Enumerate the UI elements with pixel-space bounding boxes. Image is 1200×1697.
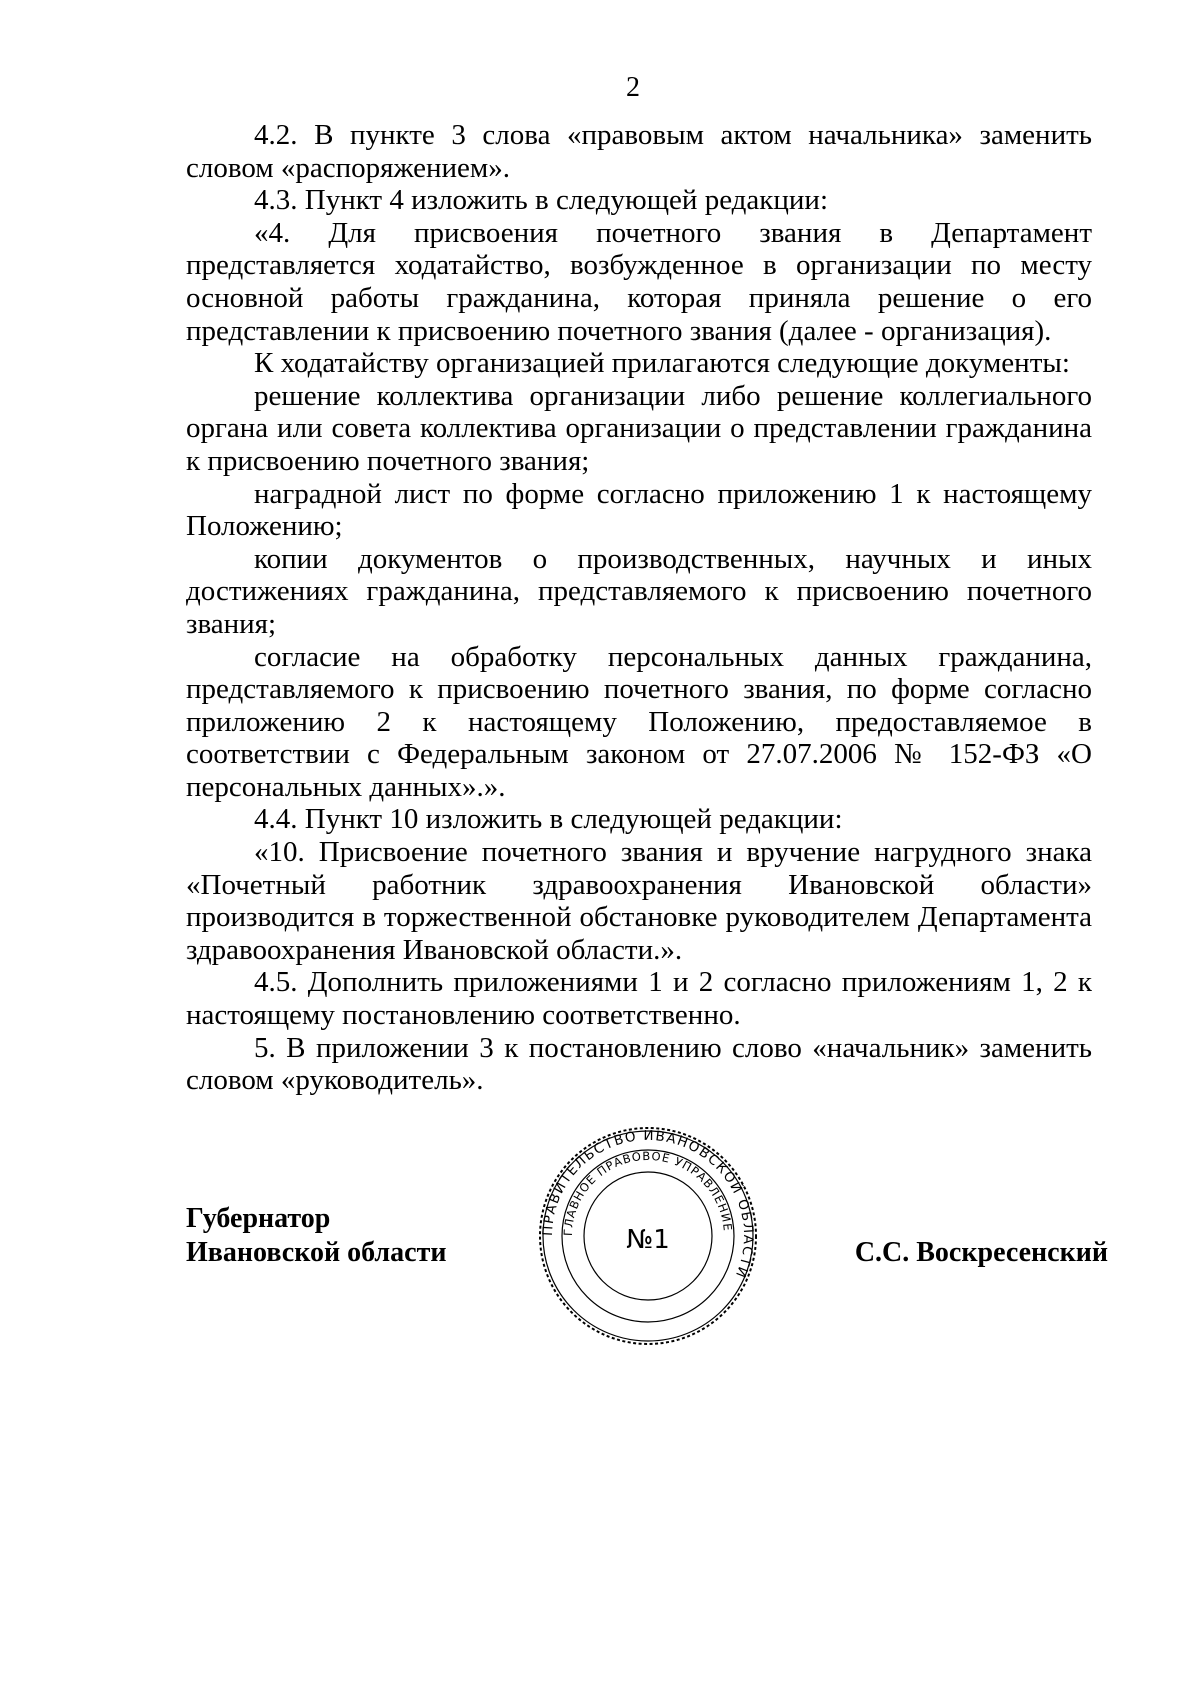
document-body xyxy=(186,119,1092,1097)
paragraph-4-2: 4.2. В пункте 3 слова «правовым актом начальника» заменить словом «распоряжением». xyxy=(186,119,1092,184)
paragraph-item-10-text: «10. Присвоение почетного звания и вручение нагрудного знака «Почетный работник здравоохранения Ивановской области» производится в торжественной обстановке руководителем Департамента здравоохранения Ивановской области.». xyxy=(186,836,1092,966)
paragraph-item-4-text: «4. Для присвоения почетного звания в Департамент представляется ходатайство, возбужденное в организации по месту основной работы гражданина, которая приняла решение о его представлении к присвоению почетного звания (далее - организация). xyxy=(186,216,1092,347)
signatory-title-line1: Губернатор xyxy=(186,1203,331,1234)
paragraph-4-4: 4.4. Пункт 10 изложить в следующей редакции: xyxy=(254,803,843,836)
paragraph-document-copies: копии документов о производственных, научных и иных достижениях гражданина, представляемого к присвоению почетного звания; xyxy=(186,542,1092,640)
paragraph-award-sheet: наградной лист по форме согласно приложению 1 к настоящему Положению; xyxy=(186,477,1092,543)
paragraph-collective-decision: решение коллектива организации либо решение коллегиального органа или совета коллектива организации о представлении гражданина к присвоению почетного звания; xyxy=(186,379,1092,477)
signatory-name: С.С. Воскресенский xyxy=(854,1237,1108,1268)
official-stamp xyxy=(536,1124,760,1348)
stamp-number: №1 xyxy=(626,1225,670,1255)
paragraph-4-5: 4.5. Дополнить приложениями 1 и 2 согласно приложениям 1, 2 к настоящему постановлению соответственно. xyxy=(186,966,1092,1032)
signatory-title-line2: Ивановской области xyxy=(186,1237,447,1268)
paragraph-5: 5. В приложении 3 к постановлению слово «начальник» заменить словом «руководитель». xyxy=(186,1031,1092,1097)
signatory-title xyxy=(186,1202,446,1270)
stamp-outer-text: ПРАВИТЕЛЬСТВО ИВАНОВСКОЙ ОБЛАСТИ xyxy=(539,1127,757,1282)
paragraph-documents-intro: К ходатайству организацией прилагаются следующие документы: xyxy=(254,347,1070,380)
paragraph-personal-data-consent: согласие на обработку персональных данных гражданина, представляемого к присвоению почетного звания, по форме согласно приложению 2 к настоящему Положению, предоставляемое в соответствии с Федеральным законом от 27.07.2006 № 152-ФЗ «О персональных данных».». xyxy=(186,640,1092,803)
paragraph-4-3: 4.3. Пункт 4 изложить в следующей редакции: xyxy=(254,184,829,217)
stamp-inner-text: ГЛАВНОЕ ПРАВОВОЕ УПРАВЛЕНИЕ xyxy=(560,1148,735,1237)
page-number: 2 xyxy=(626,72,640,103)
